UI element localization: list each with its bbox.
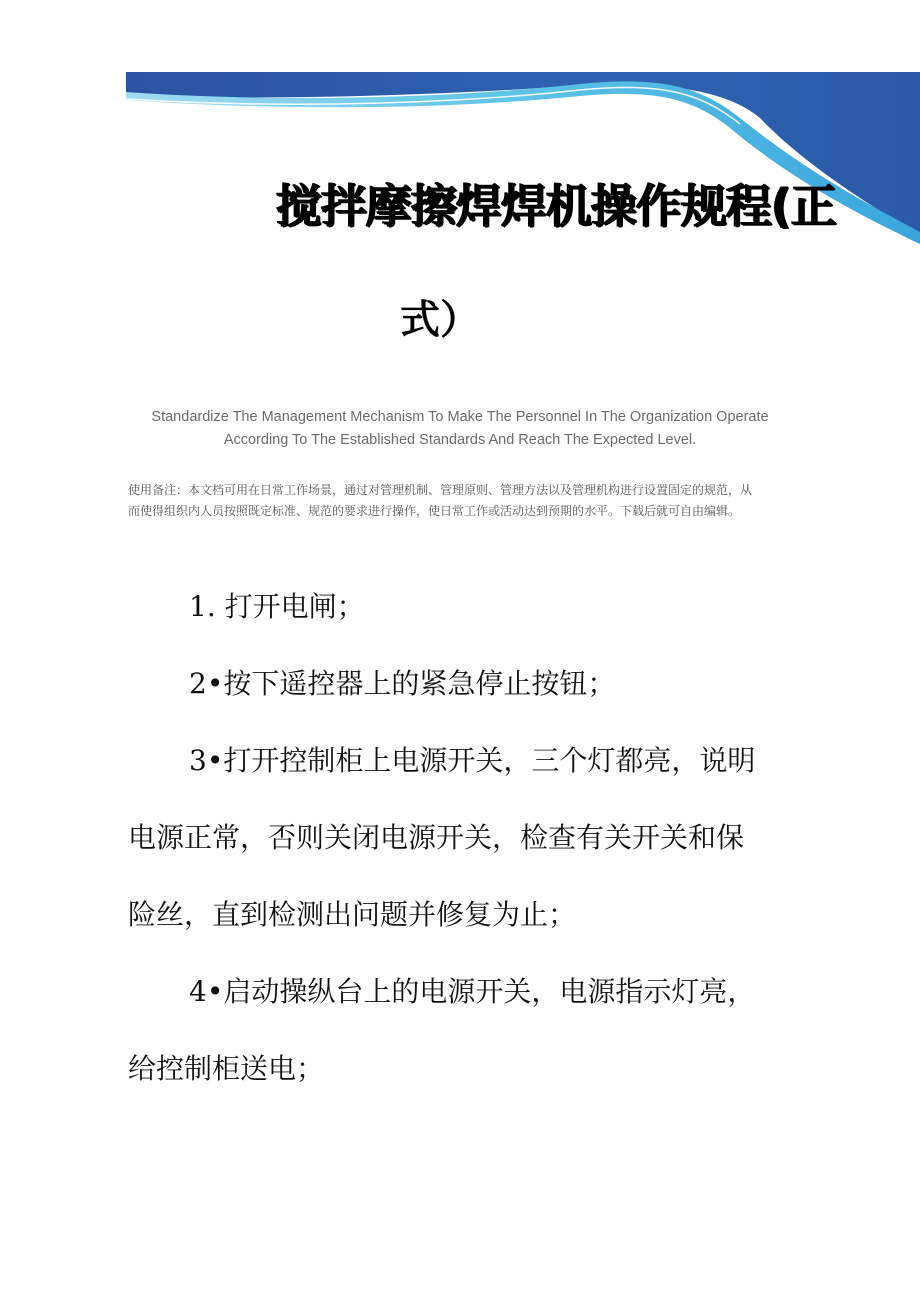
step-4: 4•启动操纵台上的电源开关，电源指示灯亮，给控制柜送电； — [128, 975, 756, 1085]
document-title-line-2: 式） — [400, 297, 480, 343]
procedure-steps — [128, 568, 768, 1107]
usage-note: 使用备注：本文档可用在日常工作场景，通过对管理机制、管理原则、管理方法以及管理机构进行设置固定的规范，从而使得组织内人员按照既定标准、规范的要求进行操作，使日常工作或活动达到预期的水平。下载后就可自由编辑。 — [128, 483, 753, 518]
document-title-line-1: 搅拌摩擦焊焊机操作规程(正 — [276, 179, 837, 233]
step-3: 3•打开控制柜上电源开关，三个灯都亮，说明电源正常，否则关闭电源开关，检查有关开关和保险丝，直到检测出问题并修复为止； — [128, 744, 756, 931]
step-1: 1. 打开电闸； — [189, 590, 365, 623]
subtitle-line-2: According To The Established Standards And Reach The Expected Level. — [223, 432, 697, 448]
step-2: 2•按下遥控器上的紧急停止按钮； — [189, 667, 616, 700]
english-subtitle — [110, 406, 810, 452]
subtitle-line-1: Standardize The Management Mechanism To Make The Personnel In The Organization Operate — [151, 409, 769, 425]
